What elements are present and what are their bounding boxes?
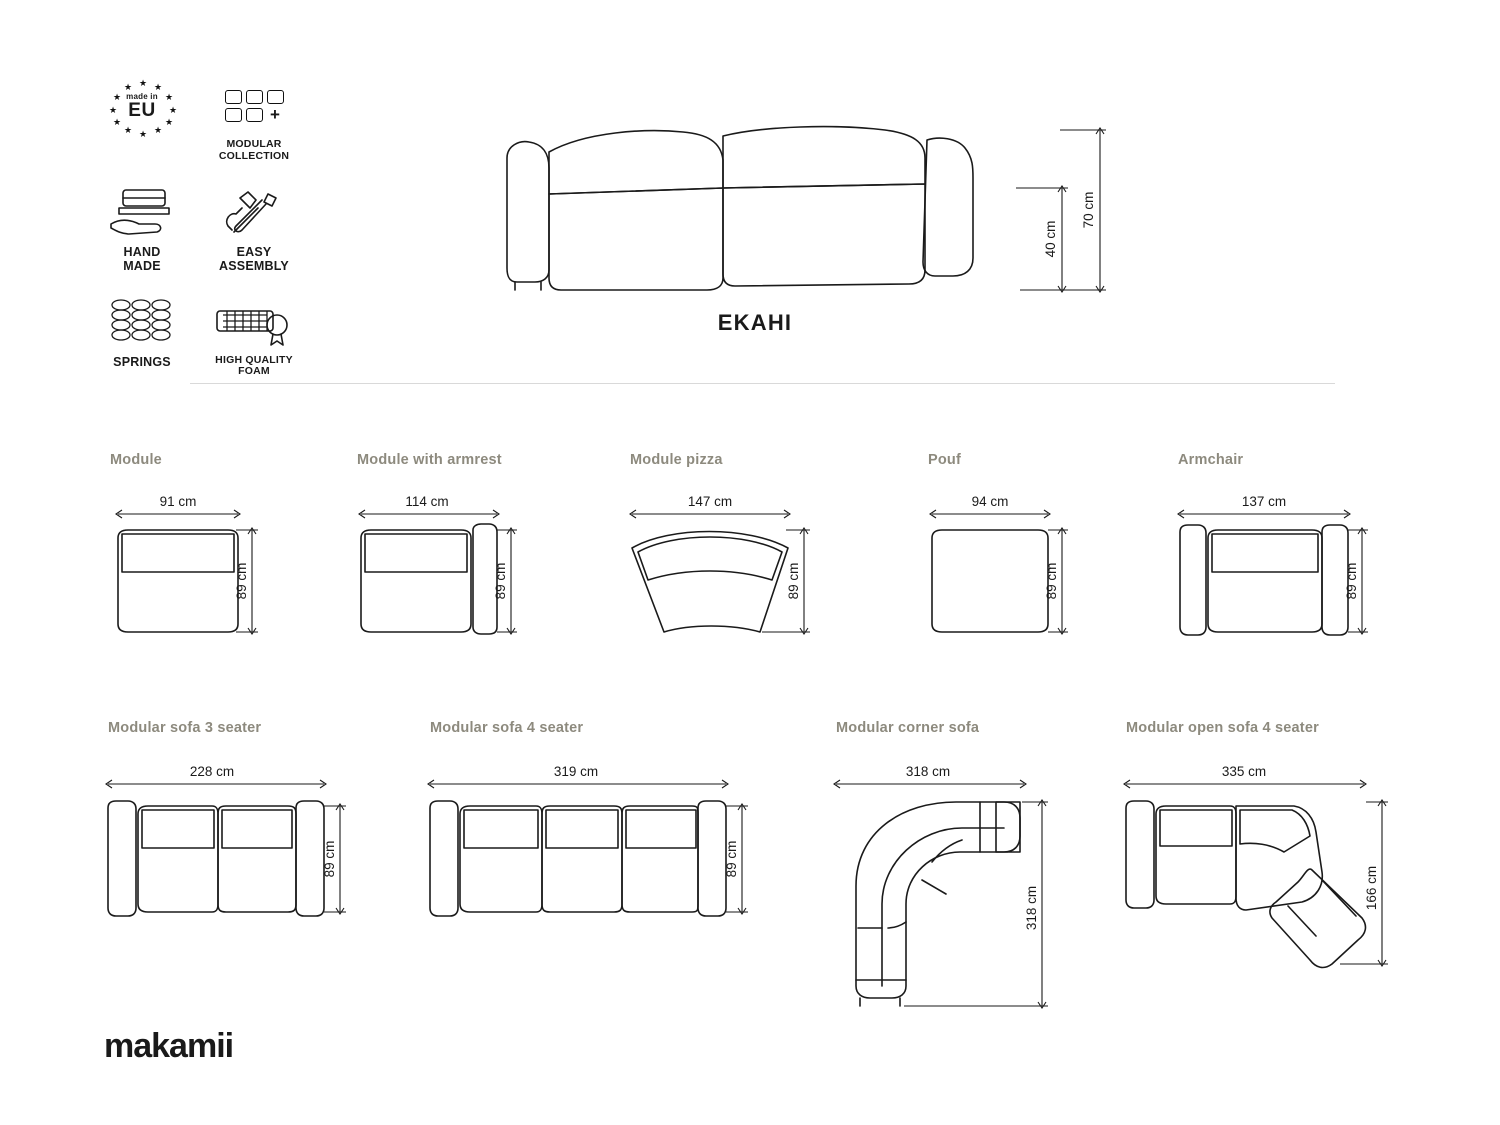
feature-badges: [100, 75, 310, 396]
item-modular-corner-sofa: [836, 720, 1096, 1020]
badge-made-in-eu: [100, 75, 184, 163]
badge-easy-line2: ASSEMBLY: [219, 258, 289, 273]
item-modular-open-sofa-4-seater: [1126, 720, 1416, 990]
item-pouf-depth: 89 cm: [1044, 562, 1059, 600]
item-pouf-name: Pouf: [928, 452, 962, 468]
tools-icon: [212, 181, 296, 243]
item-armchair-depth: 89 cm: [1344, 562, 1359, 600]
item-module-name: Module: [110, 452, 162, 468]
item-module-width: 91 cm: [159, 494, 197, 509]
hero-height-seat-label: 40 cm: [1043, 220, 1058, 258]
item-module-pizza-depth: 89 cm: [786, 562, 801, 600]
badge-easy-line1: EASY: [236, 244, 272, 259]
hero-sofa-drawing: [495, 110, 1075, 310]
badge-row-2: [100, 181, 310, 273]
item-modular-sofa-3-seater: [108, 720, 408, 1000]
item-module-armrest-name: Module with armrest: [357, 452, 502, 468]
item-sofa3-name: Modular sofa 3 seater: [108, 720, 262, 736]
badge-springs: [100, 291, 184, 379]
item-sofa4-width: 319 cm: [553, 764, 599, 779]
item-module-depth: 89 cm: [234, 562, 249, 600]
badge-foam-line2: FOAM: [238, 365, 270, 378]
item-open4-width: 335 cm: [1221, 764, 1267, 779]
badge-high-quality-foam: [212, 291, 296, 379]
item-corner-name: Modular corner sofa: [836, 720, 980, 736]
item-open4-depth: 166 cm: [1364, 865, 1379, 911]
badge-modular-collection: [212, 75, 296, 163]
item-sofa3-width: 228 cm: [189, 764, 235, 779]
badge-modular-line2: COLLECTION: [218, 149, 290, 162]
badge-foam-line1: HIGH QUALITY: [215, 353, 293, 366]
springs-icon: [100, 291, 184, 353]
brand-logo: makamii: [104, 1027, 234, 1065]
item-open4-name: Modular open sofa 4 seater: [1126, 720, 1319, 736]
badge-modular-line1: MODULAR: [226, 138, 282, 150]
item-corner-depth: 318 cm: [1024, 885, 1039, 931]
item-sofa4-depth: 89 cm: [724, 840, 739, 878]
item-armchair-width: 137 cm: [1241, 494, 1287, 509]
hero-height-total-label: 70 cm: [1081, 191, 1096, 229]
badge-hand-made: [100, 181, 184, 273]
modular-squares-icon: +: [212, 75, 296, 137]
item-module-armrest-depth: 89 cm: [493, 562, 508, 600]
item-armchair: [1178, 452, 1438, 692]
badge-hand-line1: HAND: [123, 244, 161, 259]
badge-hand-line2: MADE: [123, 258, 161, 273]
item-sofa4-name: Modular sofa 4 seater: [430, 720, 584, 736]
item-module-armrest-width: 114 cm: [405, 494, 449, 509]
hand-made-icon: [100, 181, 184, 243]
item-module: [110, 452, 360, 692]
item-pouf-width: 94 cm: [971, 494, 1009, 509]
badge-easy-assembly: [212, 181, 296, 273]
item-module-pizza: [630, 452, 890, 692]
item-module-pizza-width: 147 cm: [687, 494, 733, 509]
eu-stars-icon: ★ ★ ★ ★ ★ ★ ★ ★ ★ ★ ★ ★ made in EU: [109, 78, 178, 139]
item-modular-sofa-4-seater: [430, 720, 790, 1000]
item-sofa3-depth: 89 cm: [322, 840, 337, 878]
badge-row-1: [100, 75, 310, 163]
badge-springs-label: SPRINGS: [113, 354, 171, 369]
item-module-with-armrest: [357, 452, 617, 692]
foam-icon: [212, 291, 296, 353]
badge-made-in-text: made in: [126, 92, 158, 101]
item-module-pizza-name: Module pizza: [630, 452, 723, 468]
hero-dimensions: [1000, 120, 1120, 310]
badge-row-3: [100, 291, 310, 379]
item-pouf: [928, 452, 1178, 692]
section-divider: [190, 383, 1335, 384]
badge-eu-text: EU: [128, 100, 156, 121]
item-corner-width: 318 cm: [905, 764, 951, 779]
hero-title: EKAHI: [717, 310, 793, 335]
item-armchair-name: Armchair: [1178, 452, 1244, 468]
